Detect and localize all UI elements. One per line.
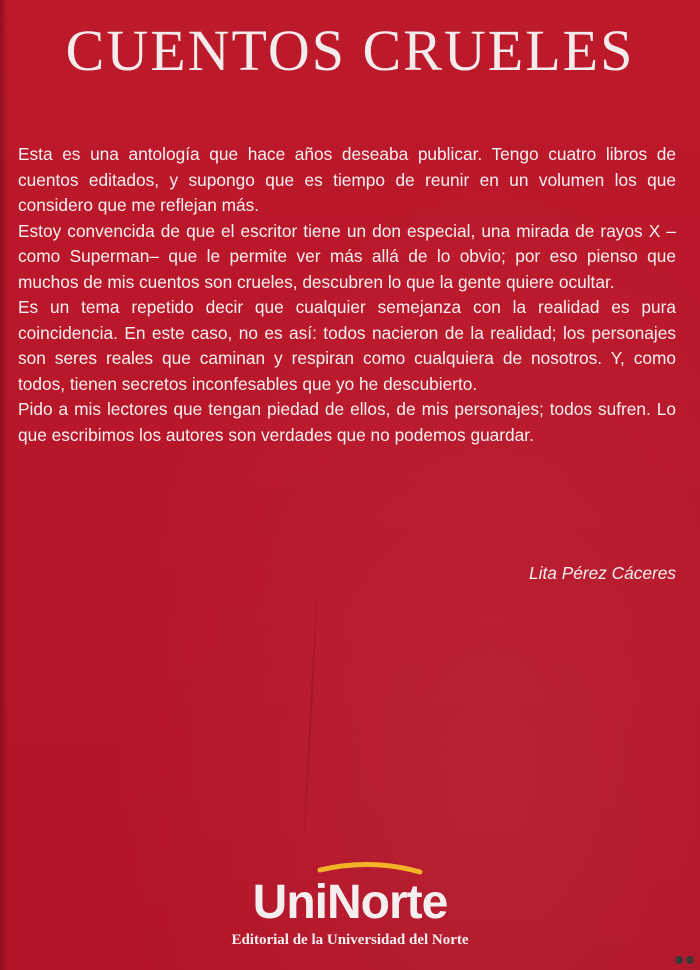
svg-text:UniNorte: [253, 876, 448, 929]
logo-text-uni: Uni: [252, 876, 327, 929]
corner-stamp-icon: [674, 954, 696, 966]
blurb-paragraph-4: Pido a mis lectores que tengan piedad de ellos, de mis personajes; todos sufren. Lo que escribimos los autores son verdades que no podemos guardar.: [18, 399, 676, 445]
blurb: [18, 142, 676, 448]
publisher-subtitle: Editorial de la Universidad del Norte: [231, 932, 469, 948]
blurb-paragraph-1: Esta es una antología que hace años deseaba publicar. Tengo cuatro libros de cuentos editados, y supongo que es tiempo de reunir en un volumen los que considero que me reflejan más.: [18, 144, 676, 215]
uninorte-logo-mark: [220, 860, 480, 930]
blurb-paragraph-2: Estoy convencida de que el escritor tiene un don especial, una mirada de rayos X –como Superman– que le permite ver más allá de lo obvio; por eso pienso que muchos de mis cuentos son crueles, descubren lo que la gente quiere ocultar.: [18, 220, 676, 292]
cover-crease: [302, 560, 320, 860]
publisher-logo: [200, 860, 500, 949]
cover-edge-shadow: [0, 0, 8, 970]
logo-text-norte: Norte: [326, 876, 448, 929]
author-signature: Lita Pérez Cáceres: [529, 563, 676, 583]
book-title: CUENTOS CRUELES: [65, 18, 635, 83]
blurb-paragraph-3: Es un tema repetido decir que cualquier semejanza con la realidad es pura coincidencia. En este caso, no es así: todos nacieron de la realidad; los personajes son seres reales que caminan y respiran como cualquiera de nosotros. Y, como todos, tienen secretos inconfesables que yo he descubierto.: [18, 297, 676, 394]
logo-arc-icon: [320, 864, 420, 872]
